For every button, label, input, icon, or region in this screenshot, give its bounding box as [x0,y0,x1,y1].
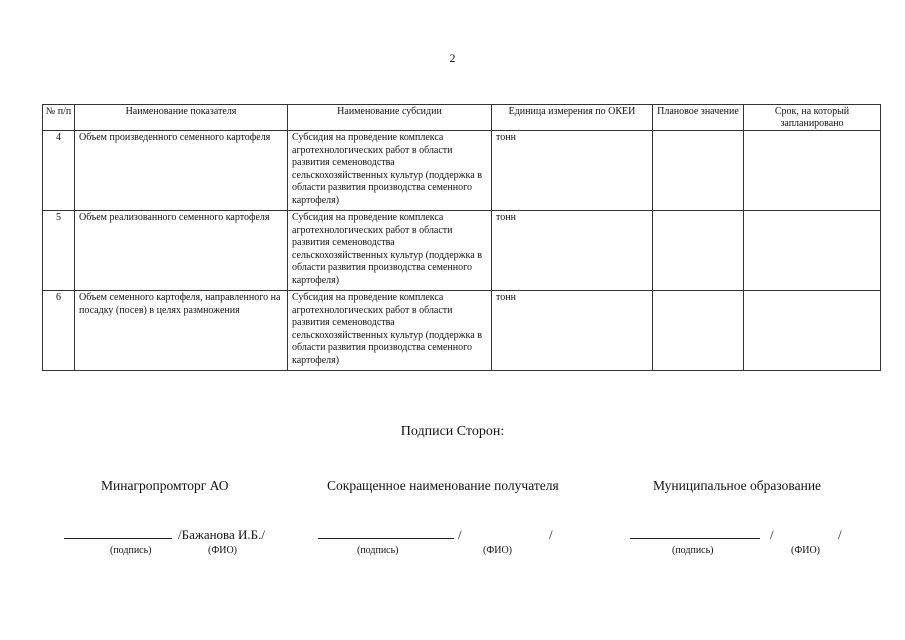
row-subsidy: Субсидия на проведение комплекса агротехнологических работ в области развития семеноводства сельскохозяйственных культур (поддержка в области развития производства семенного картофеля) [288,291,492,371]
header-unit: Единица измерения по ОКЕИ [492,105,653,131]
header-num: № п/п [43,105,75,131]
row-indicator: Объем реализованного семенного картофеля [75,211,288,291]
row-indicator: Объем семенного картофеля, направленного на посадку (посев) в целях размножения [75,291,288,371]
indicators-table [42,104,881,371]
table-row [43,291,881,371]
row-subsidy: Субсидия на проведение комплекса агротехнологических работ в области развития семеноводства сельскохозяйственных культур (поддержка в области развития производства семенного картофеля) [288,131,492,211]
signer-name-ministry: /Бажанова И.Б./ [178,527,266,542]
caption-sign-municipality: (подпись) [672,545,714,556]
slash-municipality-start: / [770,527,774,542]
row-num: 5 [43,211,75,291]
party-municipality-name: Муниципальное образование [653,478,822,493]
signature-line-recipient[interactable] [318,538,454,539]
row-subsidy: Субсидия на проведение комплекса агротехнологических работ в области развития семеноводства сельскохозяйственных культур (поддержка в области развития производства семенного картофеля) [288,211,492,291]
row-num: 6 [43,291,75,371]
caption-sign-recipient: (подпись) [357,545,399,556]
signature-line-municipality[interactable] [630,538,760,539]
row-unit: тонн [492,211,653,291]
header-deadline: Срок, на который запланировано [744,105,881,131]
row-deadline [744,291,881,371]
row-planned [653,131,744,211]
table-header-row [43,105,881,131]
signatures-title: Подписи Сторон: [400,424,505,439]
table-row [43,211,881,291]
signature-line-ministry[interactable] [64,538,172,539]
caption-fio-ministry: (ФИО) [208,545,238,556]
slash-municipality-end: / [838,527,842,542]
header-planned: Плановое значение [653,105,744,131]
caption-fio-municipality: (ФИО) [791,545,821,556]
row-deadline [744,131,881,211]
row-deadline [744,211,881,291]
caption-sign-ministry: (подпись) [110,545,152,556]
party-ministry-name: Минагропромторг АО [101,478,229,493]
header-indicator: Наименование показателя [75,105,288,131]
row-num: 4 [43,131,75,211]
row-planned [653,291,744,371]
header-subsidy: Наименование субсидии [288,105,492,131]
caption-fio-recipient: (ФИО) [483,545,513,556]
row-planned [653,211,744,291]
slash-recipient-start: / [458,527,462,542]
page-number: 2 [449,51,456,65]
slash-recipient-end: / [549,527,553,542]
row-unit: тонн [492,131,653,211]
row-indicator: Объем произведенного семенного картофеля [75,131,288,211]
row-unit: тонн [492,291,653,371]
party-recipient-name: Сокращенное наименование получателя [327,478,559,493]
table-row [43,131,881,211]
